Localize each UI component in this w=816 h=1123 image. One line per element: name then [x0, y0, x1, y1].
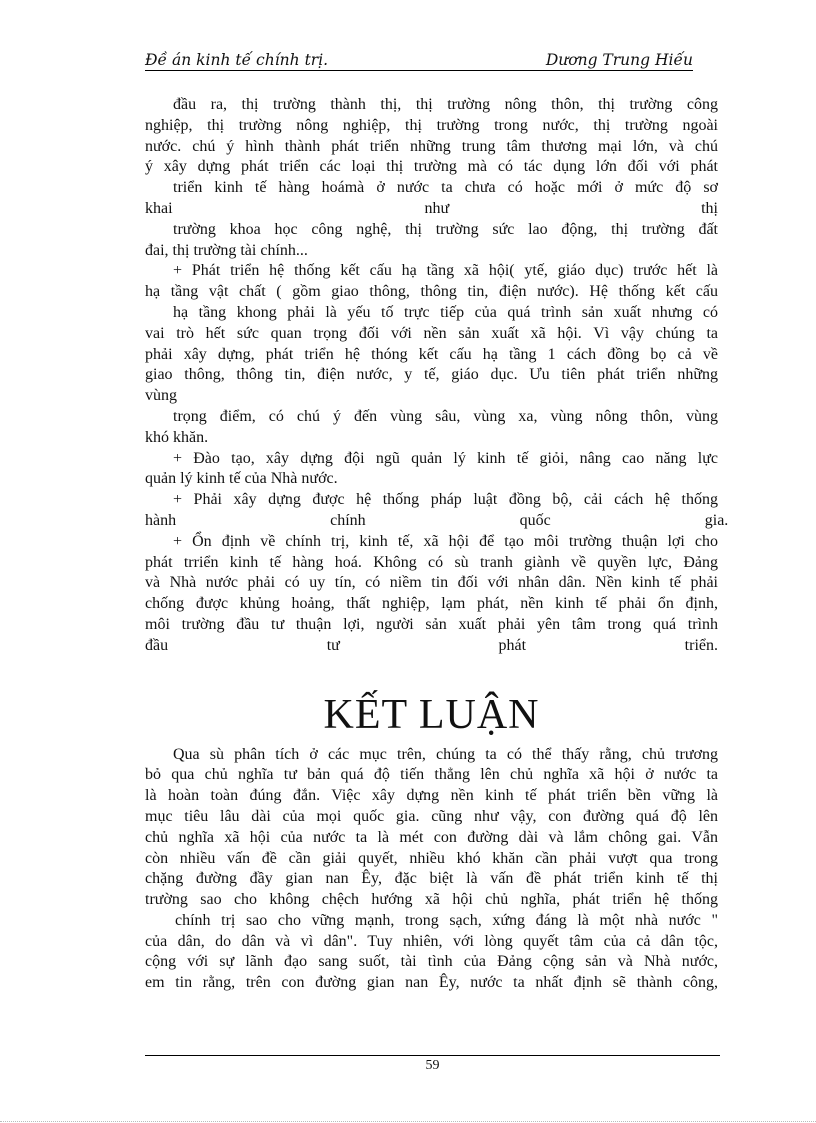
text-line: chính trị sao cho vững mạnh, trong sạch, xứng đáng là một nhà nước ": [175, 911, 718, 929]
text-line: ý xây dựng phát triển các loại thị trường mà có tác dụng lớn đối với phát: [145, 158, 718, 176]
text-line: đầu tư phát triển.: [145, 636, 718, 654]
text-line: đai, thị trường tài chính...: [145, 241, 308, 259]
text-line: môi trường đầu tư thuận lợi, người sản xuất phải yên tâm trong quá trình: [145, 615, 718, 633]
text-line: + Đào tạo, xây dựng đội ngũ quản lý kinh tế giỏi, nâng cao năng lực: [173, 449, 718, 467]
text-line: hạ tầng vật chất ( gồm giao thông, thông tin, điện nước). Hệ thống kết cấu: [145, 283, 718, 301]
footer-divider: [145, 1055, 720, 1056]
text-line: nghiệp, thị trường nông nghiệp, thị trường trong nước, thị trường ngoài: [145, 116, 718, 134]
page-number: 59: [425, 1058, 440, 1073]
text-line: mục tiêu lâu dài của mọi quốc gia. cũng như vậy, con đường quá độ lên: [145, 807, 718, 825]
text-line: chống được khủng hoảng, thất nghiệp, lạm phát, nền kinh tế phải ổn định,: [145, 595, 718, 613]
text-line: phải xây dựng, phát triển hệ thóng kết cấu hạ tầng 1 cách đồng bọ cả về: [145, 345, 718, 363]
page-body: [145, 95, 729, 994]
text-line: trường khoa học công nghệ, thị trường sức lao động, thị trường đất: [173, 220, 718, 238]
text-line: khó khăn.: [145, 428, 209, 446]
text-line: vùng: [145, 387, 177, 405]
text-line: + Phải xây dựng được hệ thống pháp luật đồng bộ, cải cách hệ thống: [173, 491, 718, 509]
text-line: chủ nghĩa xã hội của nước ta là mét con đường dài và lắm chông gai. Vẫn: [145, 828, 718, 846]
page-edge-dotted-line: [0, 1121, 816, 1122]
text-line: hạ tầng khong phải là yếu tố trực tiếp của quá trình sản xuất nhưng có: [173, 303, 718, 321]
page-header: [145, 50, 693, 71]
text-line: chặng đường đầy gian nan Êy, đặc biệt là vấn đề phát triển kinh tế thị: [145, 870, 718, 888]
text-line: nước. chú ý hình thành phát triển những trung tâm thương mại lớn, và chú: [145, 137, 718, 155]
text-line: Qua sù phân tích ở các mục trên, chúng ta có thể thấy rằng, chủ trương: [173, 745, 718, 763]
text-line: của dân, do dân và vì dân". Tuy nhiên, với lòng quyết tâm của cả dân tộc,: [145, 932, 718, 950]
text-line: còn nhiều vấn đề cần giải quyết, nhiều khó khăn cần phải vượt qua trong: [145, 849, 718, 867]
text-line: em tin rằng, trên con đường gian nan Êy, nước ta nhất định sẽ thành công,: [145, 974, 718, 992]
section-title: KẾT LUẬN: [323, 691, 540, 738]
header-title: Đề án kinh tế chính trị.: [145, 51, 329, 69]
text-line: bỏ qua chủ nghĩa tư bản quá độ tiến thẳng lên chủ nghĩa xã hội ở nước ta: [145, 766, 718, 784]
text-line: cộng với sự lãnh đạo sang suốt, tài tình của Đảng cộng sản và Nhà nước,: [145, 953, 718, 971]
text-line: giao thông, thông tin, điện nước, y tế, giáo dục. Ưu tiên phát triển những: [145, 366, 718, 384]
text-line: + Ổn định về chính trị, kinh tế, xã hội để tạo môi trường thuận lợi cho: [173, 532, 718, 550]
text-line: + Phát triển hệ thống kết cấu hạ tầng xã hội( ytế, giáo dục) trước hết là: [173, 262, 718, 280]
text-line: đầu ra, thị trường thành thị, thị trường nông thôn, thị trường công: [173, 96, 718, 113]
text-line: khai như thị: [145, 199, 718, 217]
text-line: quản lý kinh tế của Nhà nước.: [145, 470, 338, 488]
text-line: phát trriển kinh tế hàng hoá. Không có sù tranh giành về quyền lực, Đảng: [145, 553, 718, 571]
header-author: Dương Trung Hiếu: [545, 51, 693, 69]
text-line: vai trò hết sức quan trọng đối với nền sản xuất xã hội. Vì vậy chúng ta: [145, 324, 718, 342]
text-line: trọng điểm, có chú ý đến vùng sâu, vùng xa, vùng nông thôn, vùng: [173, 407, 718, 425]
text-line: là hoàn toàn đúng đắn. Việc xây dựng nền kinh tế phát triển bền vững là: [145, 787, 718, 805]
text-line: triển kinh tế hàng hoámà ở nước ta chưa có hoặc mới ở mức độ sơ: [173, 179, 718, 197]
text-line: hành chính quốc gia.: [145, 511, 729, 529]
text-line: và Nhà nước phải có uy tín, có niềm tin đối với nhân dân. Nền kinh tế phải: [145, 574, 718, 592]
text-line: trường sao cho không chệch hướng xã hội chủ nghĩa, phát triển hệ thống: [145, 891, 718, 909]
